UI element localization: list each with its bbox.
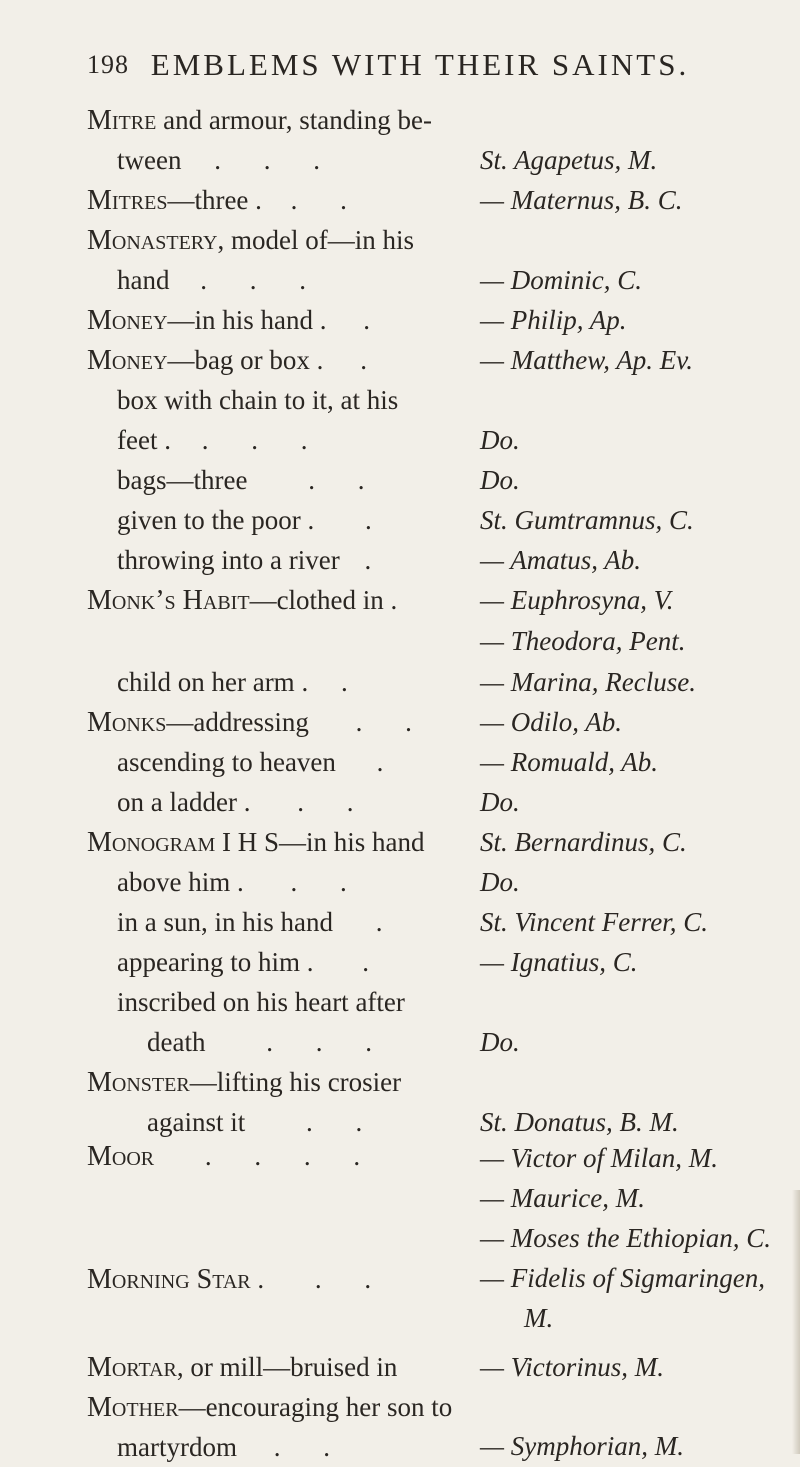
entry-morning-star: Morning Star . . . [87, 1264, 390, 1295]
entry-money: Money—in his hand . . [87, 305, 388, 336]
entry-mitre: Mitre and armour, standing be- [87, 105, 432, 136]
page-edge-shadow [792, 1190, 800, 1454]
saint-entry: — Moses the Ethiopian, C. [480, 1223, 771, 1253]
entry-line: martyrdom . . [117, 1432, 348, 1462]
saint-entry: — Victor of Milan, M. [480, 1143, 718, 1173]
saint-entry: St. Bernardinus, C. [480, 827, 687, 857]
saint-entry: — Ignatius, C. [480, 947, 638, 977]
entry-line: in a sun, in his hand . [117, 907, 401, 937]
saint-entry: — Romuald, Ab. [480, 747, 659, 777]
entry-line: inscribed on his heart after [117, 987, 405, 1017]
entry-line: appearing to him . . [117, 947, 387, 977]
saint-entry: St. Donatus, B. M. [480, 1107, 679, 1137]
entry-line: ascending to heaven . [117, 747, 402, 777]
saint-entry: Do. [480, 465, 520, 495]
saint-entry: — Theodora, Pent. [480, 626, 686, 656]
entry-line: above him . . . [117, 867, 365, 897]
page-number: 198 [87, 50, 129, 79]
entry-line: throwing into a river . [117, 545, 390, 575]
entry-line: hand . . . [117, 265, 324, 295]
entry-mother: Mother—encouraging her son to [87, 1392, 453, 1423]
saint-entry: Do. [480, 787, 520, 817]
entry-moor: Moor . . . . [87, 1141, 379, 1172]
saint-entry: — Symphorian, M. [480, 1431, 684, 1461]
saint-entry: — Maternus, B. C. [480, 185, 683, 215]
saint-entry: — Philip, Ap. [480, 305, 627, 335]
saint-entry: M. [524, 1303, 554, 1333]
entry-line: death . . . [147, 1027, 390, 1057]
entry-line: box with chain to it, at his [117, 385, 399, 415]
entry-line: feet . . . . [117, 425, 326, 455]
saint-entry: — Maurice, M. [480, 1183, 645, 1213]
entry-monogram: Monogram I H S—in his hand [87, 827, 425, 858]
saint-entry: — Odilo, Ab. [480, 707, 623, 737]
entry-line: given to the poor . . [117, 505, 390, 535]
entry-line: bags—three . . [117, 465, 383, 495]
saint-entry: Do. [480, 867, 520, 897]
saint-entry: — Marina, Recluse. [480, 667, 696, 697]
entry-monster: Monster—lifting his crosier [87, 1067, 402, 1098]
saint-entry: — Euphrosyna, V. [480, 585, 674, 615]
saint-entry: — Victorinus, M. [480, 1352, 664, 1382]
entry-line: child on her arm . . [117, 667, 366, 697]
entry-mitres: Mitres—three . . . [87, 185, 365, 216]
saint-entry: — Fidelis of Sigmaringen, [480, 1263, 765, 1293]
entry-monks: Monks—addressing . . [87, 707, 430, 738]
saint-entry: St. Agapetus, M. [480, 145, 658, 175]
saint-entry: Do. [480, 1027, 520, 1057]
entry-line: tween . . . [117, 145, 338, 175]
saint-entry: St. Vincent Ferrer, C. [480, 907, 708, 937]
saint-entry: Do. [480, 425, 520, 455]
entry-monks-habit: Monk’s Habit—clothed in . [87, 585, 398, 616]
saint-entry: — Matthew, Ap. Ev. [480, 345, 693, 375]
entry-line: on a ladder . . . [117, 787, 372, 817]
entry-line: against it . . [147, 1107, 381, 1137]
entry-mortar: Mortar, or mill—bruised in [87, 1352, 398, 1383]
running-head: EMBLEMS WITH THEIR SAINTS. [150, 47, 690, 82]
saint-entry: — Amatus, Ab. [480, 545, 642, 575]
entry-monastery: Monastery, model of—in his [87, 225, 414, 256]
saint-entry: — Dominic, C. [480, 265, 642, 295]
entry-money: Money—bag or box . . [87, 345, 385, 376]
saint-entry: St. Gumtramnus, C. [480, 505, 694, 535]
